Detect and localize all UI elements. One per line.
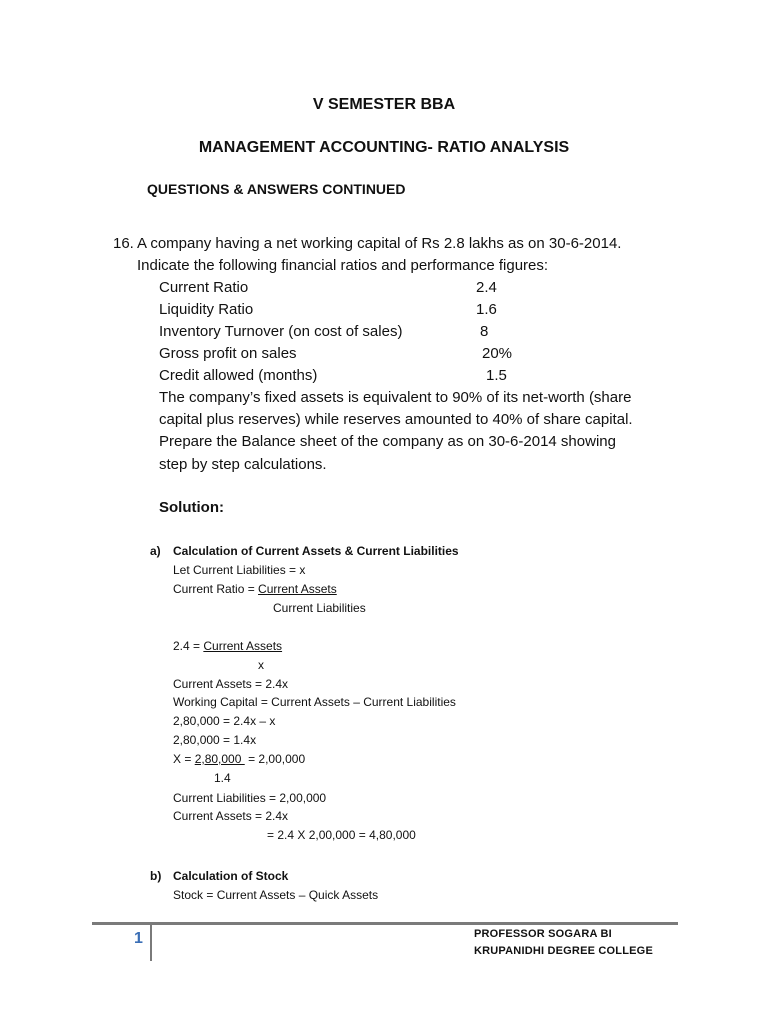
question-line-2: Indicate the following financial ratios and performance figures: xyxy=(137,257,549,274)
fraction-denominator: Current Liabilities xyxy=(273,601,366,615)
question-para-line: capital plus reserves) while reserves amounted to 40% of share capital. xyxy=(159,411,633,428)
ratio-label: Gross profit on sales xyxy=(159,345,297,362)
footer-author: PROFESSOR SOGARA BI xyxy=(474,928,612,940)
ratio-label: Credit allowed (months) xyxy=(159,367,318,384)
page-number: 1 xyxy=(134,930,143,947)
question-para-line: The company’s fixed assets is equivalent to 90% of its net-worth (share xyxy=(159,389,632,406)
question-para-line: step by step calculations. xyxy=(159,456,327,473)
footer-college: KRUPANIDHI DEGREE COLLEGE xyxy=(474,945,653,957)
section-b-heading: Calculation of Stock xyxy=(173,869,289,883)
calc-text: = 2,00,000 xyxy=(244,752,306,766)
calc-line: Current Assets = 2.4x xyxy=(173,809,289,823)
ratio-value: 8 xyxy=(480,323,489,340)
solution-title: Solution: xyxy=(159,499,224,516)
calc-line xyxy=(173,639,282,653)
fraction-numerator: Current Assets xyxy=(203,639,283,653)
calc-line: = 2.4 X 2,00,000 = 4,80,000 xyxy=(267,828,416,842)
calc-text: Current Ratio = xyxy=(173,582,259,596)
section-marker-a: a) xyxy=(150,544,161,558)
ratio-label: Current Ratio xyxy=(159,279,249,296)
section-a-heading: Calculation of Current Assets & Current Liabilities xyxy=(173,544,459,558)
footer-vertical-divider xyxy=(150,925,152,961)
ratio-label: Inventory Turnover (on cost of sales) xyxy=(159,323,403,340)
ratio-value: 20% xyxy=(482,345,513,362)
calc-line: Current Liabilities = 2,00,000 xyxy=(173,791,327,805)
calc-text: X = xyxy=(173,752,195,766)
fraction-denominator: x xyxy=(258,658,264,672)
doc-title-subject: MANAGEMENT ACCOUNTING- RATIO ANALYSIS xyxy=(198,139,570,156)
footer-divider xyxy=(92,922,678,925)
calc-line xyxy=(173,582,337,596)
section-marker-b: b) xyxy=(150,869,162,883)
doc-subtitle: QUESTIONS & ANSWERS CONTINUED xyxy=(147,181,406,197)
calc-line xyxy=(173,752,305,766)
ratio-value: 1.6 xyxy=(476,301,497,318)
fraction-numerator: Current Assets xyxy=(258,582,337,596)
calc-text: 2.4 = xyxy=(173,639,204,653)
doc-title-semester: V SEMESTER BBA xyxy=(312,96,456,113)
ratio-value: 2.4 xyxy=(476,279,497,296)
question-line-1: A company having a net working capital of Rs 2.8 lakhs as on 30-6-2014. xyxy=(137,235,622,252)
calc-line: 2,80,000 = 1.4x xyxy=(173,733,257,747)
fraction-denominator: 1.4 xyxy=(214,771,231,785)
calc-line: Let Current Liabilities = x xyxy=(173,563,306,577)
question-para-line: Prepare the Balance sheet of the company as on 30-6-2014 showing xyxy=(159,433,616,450)
calc-line: Current Assets = 2.4x xyxy=(173,677,289,691)
ratio-value: 1.5 xyxy=(486,367,507,384)
calc-line: Working Capital = Current Assets – Current Liabilities xyxy=(173,695,456,709)
calc-line: 2,80,000 = 2.4x – x xyxy=(173,714,276,728)
ratio-label: Liquidity Ratio xyxy=(159,301,254,318)
question-number: 16. xyxy=(113,235,134,252)
calc-line: Stock = Current Assets – Quick Assets xyxy=(173,888,379,902)
fraction-numerator: 2,80,000 xyxy=(194,752,245,766)
